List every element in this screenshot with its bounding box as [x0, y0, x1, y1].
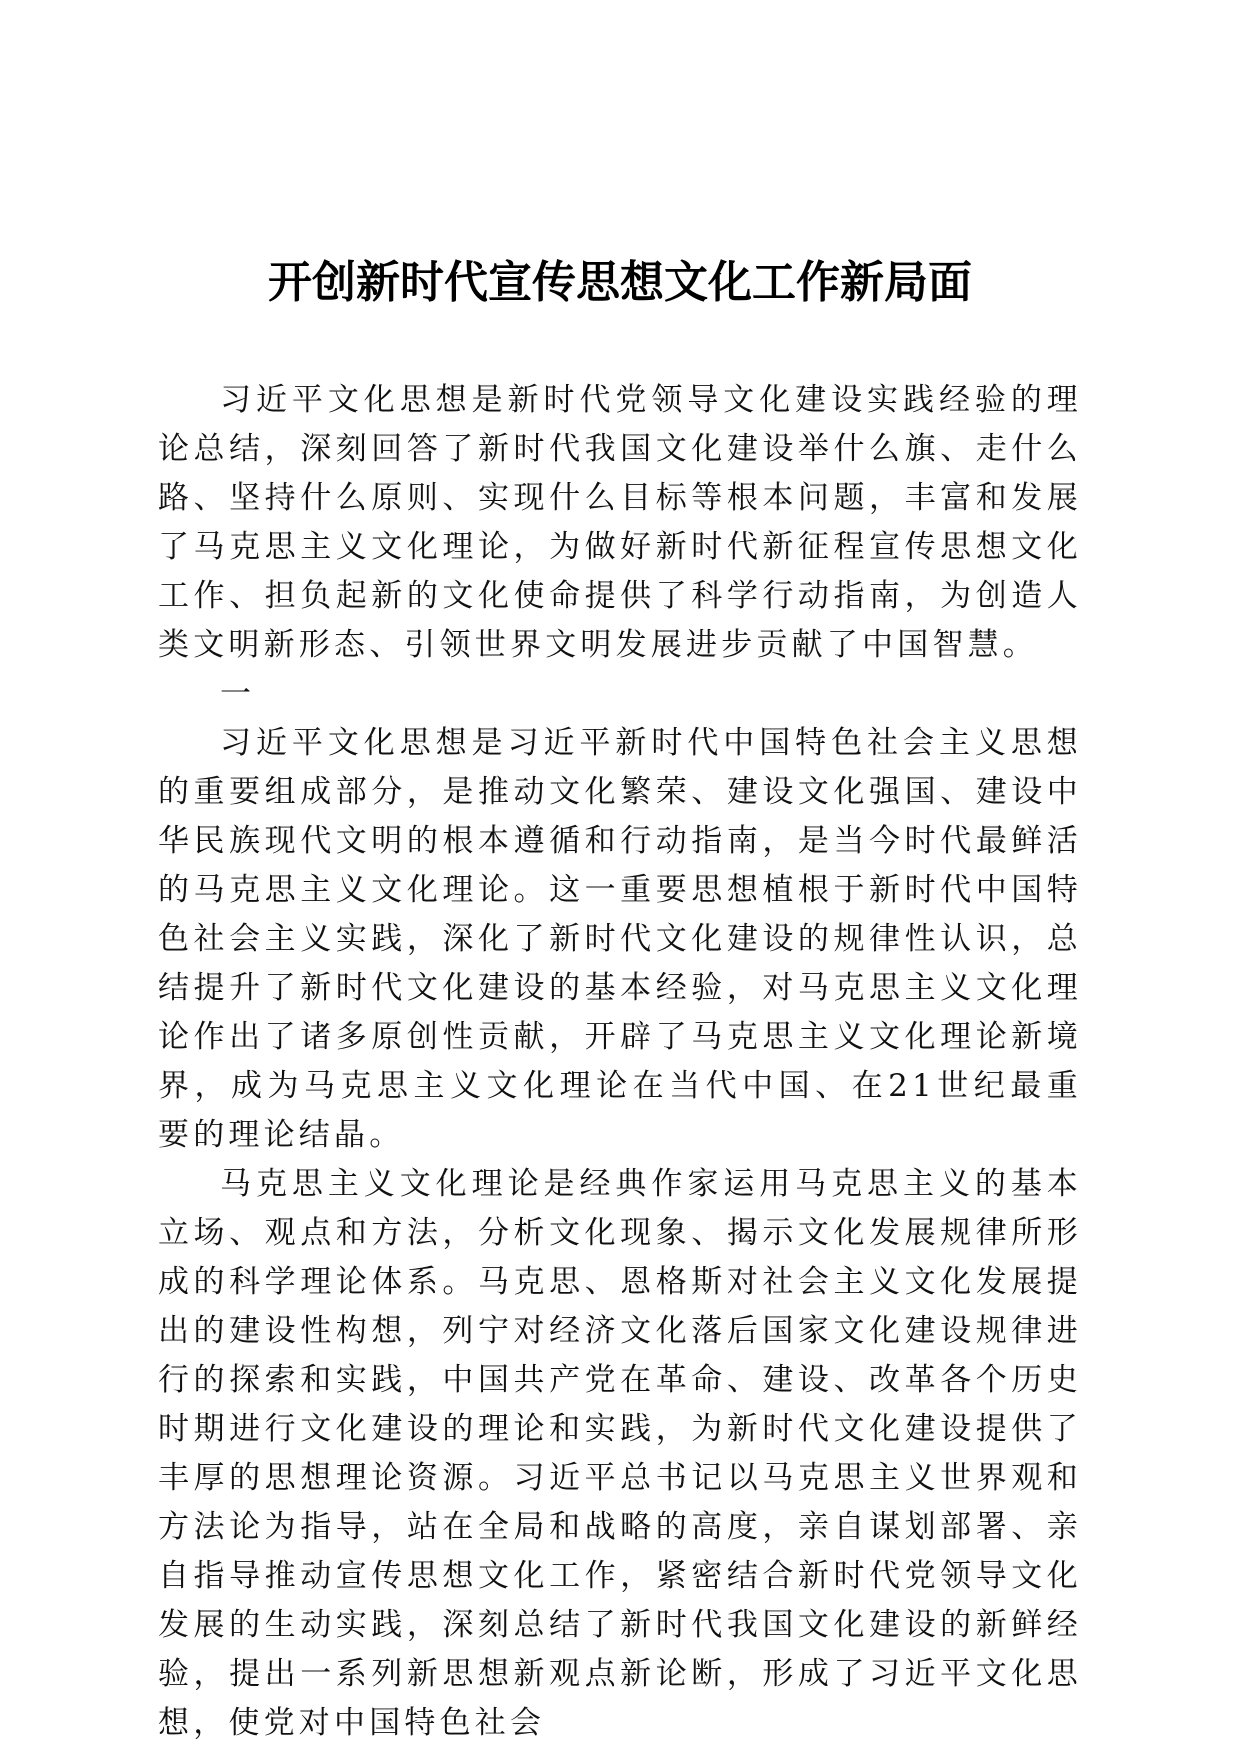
body-paragraph: 马克思主义文化理论是经典作家运用马克思主义的基本立场、观点和方法，分析文化现象、揭示文化发展规律所形成的科学理论体系。马克思、恩格斯对社会主义文化发展提出的建设性构想，列宁对经济文化落后国家文化建设规律进行的探索和实践，中国共产党在革命、建设、改革各个历史时期进行文化建设的理论和实践，为新时代文化建设提供了丰厚的思想理论资源。习近平总书记以马克思主义世界观和方法论为指导，站在全局和战略的高度，亲自谋划部署、亲自指导推动宣传思想文化工作，紧密结合新时代党领导文化发展的生动实践，深刻总结了新时代我国文化建设的新鲜经验，提出一系列新思想新观点新论断，形成了习近平文化思想，使党对中国特色社会 [158, 1166, 1082, 1741]
section-number: 一 [220, 676, 256, 712]
document-title: 开创新时代宣传思想文化工作新局面 [268, 257, 972, 308]
intro-paragraph: 习近平文化思想是新时代党领导文化建设实践经验的理论总结，深刻回答了新时代我国文化建设举什么旗、走什么路、坚持什么原则、实现什么目标等根本问题，丰富和发展了马克思主义文化理论，为做好新时代新征程宣传思想文化工作、担负起新的文化使命提供了科学行动指南，为创造人类文明新形态、引领世界文明发展进步贡献了中国智慧。 [158, 382, 1082, 663]
body-paragraph: 习近平文化思想是习近平新时代中国特色社会主义思想的重要组成部分，是推动文化繁荣、建设文化强国、建设中华民族现代文明的根本遵循和行动指南，是当今时代最鲜活的马克思主义文化理论。这一重要思想植根于新时代中国特色社会主义实践，深化了新时代文化建设的规律性认识，总结提升了新时代文化建设的基本经验，对马克思主义文化理论作出了诸多原创性贡献，开辟了马克思主义文化理论新境界，成为马克思主义文化理论在当代中国、在21世纪最重要的理论结晶。 [158, 725, 1082, 1153]
document-body [158, 376, 1082, 1748]
